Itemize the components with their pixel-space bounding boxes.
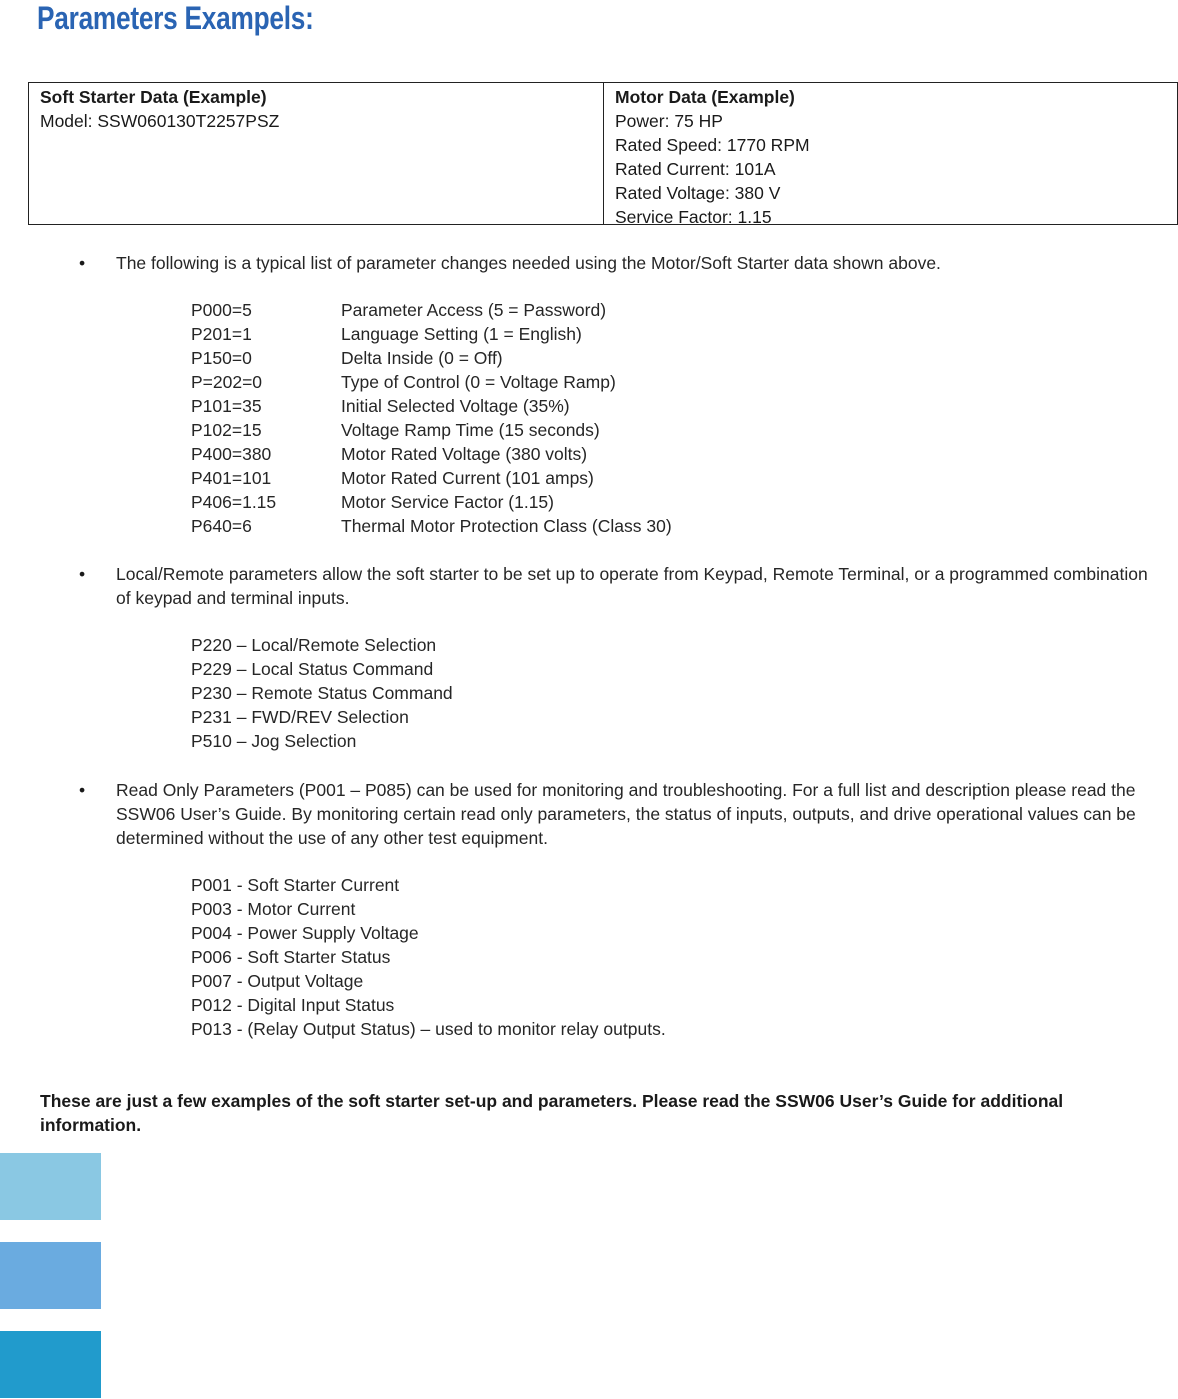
param-item: P510 – Jog Selection [191,731,357,751]
param-row [191,370,672,394]
param-item: P231 – FWD/REV Selection [191,707,409,727]
motor-heading: Motor Data (Example) [615,87,795,107]
param-code: P101=35 [191,396,262,416]
read-only-param-list [191,873,666,1041]
section3-text: Read Only Parameters (P001 – P085) can be used for monitoring and troubleshooting. For a full list and description please read the SSW06 User’s Guide. By monitoring certain read only parameters, the status of inputs, outputs, and drive operational values can be determined without the use of any other test equipment. [116,780,1136,848]
param-row [191,298,672,322]
param-item: P006 - Soft Starter Status [191,947,391,967]
param-desc: Motor Rated Current (101 amps) [341,468,594,488]
param-item: P007 - Output Voltage [191,971,364,991]
param-item: P003 - Motor Current [191,899,356,919]
param-item: P001 - Soft Starter Current [191,875,400,895]
example-data-table [28,82,1178,225]
param-code: P400=380 [191,444,272,464]
page-title: Parameters Exampels: [37,0,314,36]
param-item: P230 – Remote Status Command [191,683,453,703]
soft-starter-heading: Soft Starter Data (Example) [40,87,267,107]
param-desc: Thermal Motor Protection Class (Class 30) [341,516,672,536]
motor-power: Power: 75 HP [615,111,723,131]
param-item: P012 - Digital Input Status [191,995,395,1015]
bullet-3: • [79,780,86,800]
param-code: P201=1 [191,324,252,344]
param-desc: Initial Selected Voltage (35%) [341,396,570,416]
local-remote-param-list [191,633,453,753]
decorative-block-medium [0,1242,101,1309]
decorative-block-light [0,1153,101,1220]
footer-note: These are just a few examples of the soft starter set-up and parameters. Please read the SSW06 User’s Guide for additional information. [40,1091,1064,1135]
param-code: P406=1.15 [191,492,277,512]
param-desc: Language Setting (1 = English) [341,324,582,344]
param-desc: Voltage Ramp Time (15 seconds) [341,420,600,440]
param-code: P401=101 [191,468,272,488]
section1-text: The following is a typical list of parameter changes needed using the Motor/Soft Starter data shown above. [116,253,941,273]
param-row [191,322,672,346]
param-code: P000=5 [191,300,252,320]
param-desc: Motor Rated Voltage (380 volts) [341,444,588,464]
bullet-1: • [79,253,86,273]
param-code: P102=15 [191,420,262,440]
param-code: P150=0 [191,348,252,368]
param-item: P229 – Local Status Command [191,659,434,679]
param-desc: Type of Control (0 = Voltage Ramp) [341,372,616,392]
decorative-block-dark [0,1331,101,1398]
motor-service-factor: Service Factor: 1.15 [615,207,772,227]
soft-starter-data-cell [29,83,604,224]
param-item: P004 - Power Supply Voltage [191,923,419,943]
soft-starter-model: Model: SSW060130T2257PSZ [40,111,280,131]
param-code: P640=6 [191,516,252,536]
param-row [191,346,672,370]
param-desc: Parameter Access (5 = Password) [341,300,607,320]
param-desc: Motor Service Factor (1.15) [341,492,554,512]
motor-rated-voltage: Rated Voltage: 380 V [615,183,781,203]
param-item: P013 - (Relay Output Status) – used to monitor relay outputs. [191,1019,666,1039]
param-code: P=202=0 [191,372,263,392]
param-item: P220 – Local/Remote Selection [191,635,437,655]
param-row [191,442,672,466]
param-row [191,394,672,418]
param-desc: Delta Inside (0 = Off) [341,348,503,368]
section2-text: Local/Remote parameters allow the soft starter to be set up to operate from Keypad, Remote Terminal, or a programmed combination of keypad and terminal inputs. [116,564,1148,608]
parameter-change-list [191,298,672,538]
param-row [191,490,672,514]
param-row [191,418,672,442]
param-row [191,466,672,490]
param-row [191,514,672,538]
motor-data-cell [604,83,1177,227]
bullet-2: • [79,564,86,584]
motor-rated-speed: Rated Speed: 1770 RPM [615,135,810,155]
motor-rated-current: Rated Current: 101A [615,159,776,179]
